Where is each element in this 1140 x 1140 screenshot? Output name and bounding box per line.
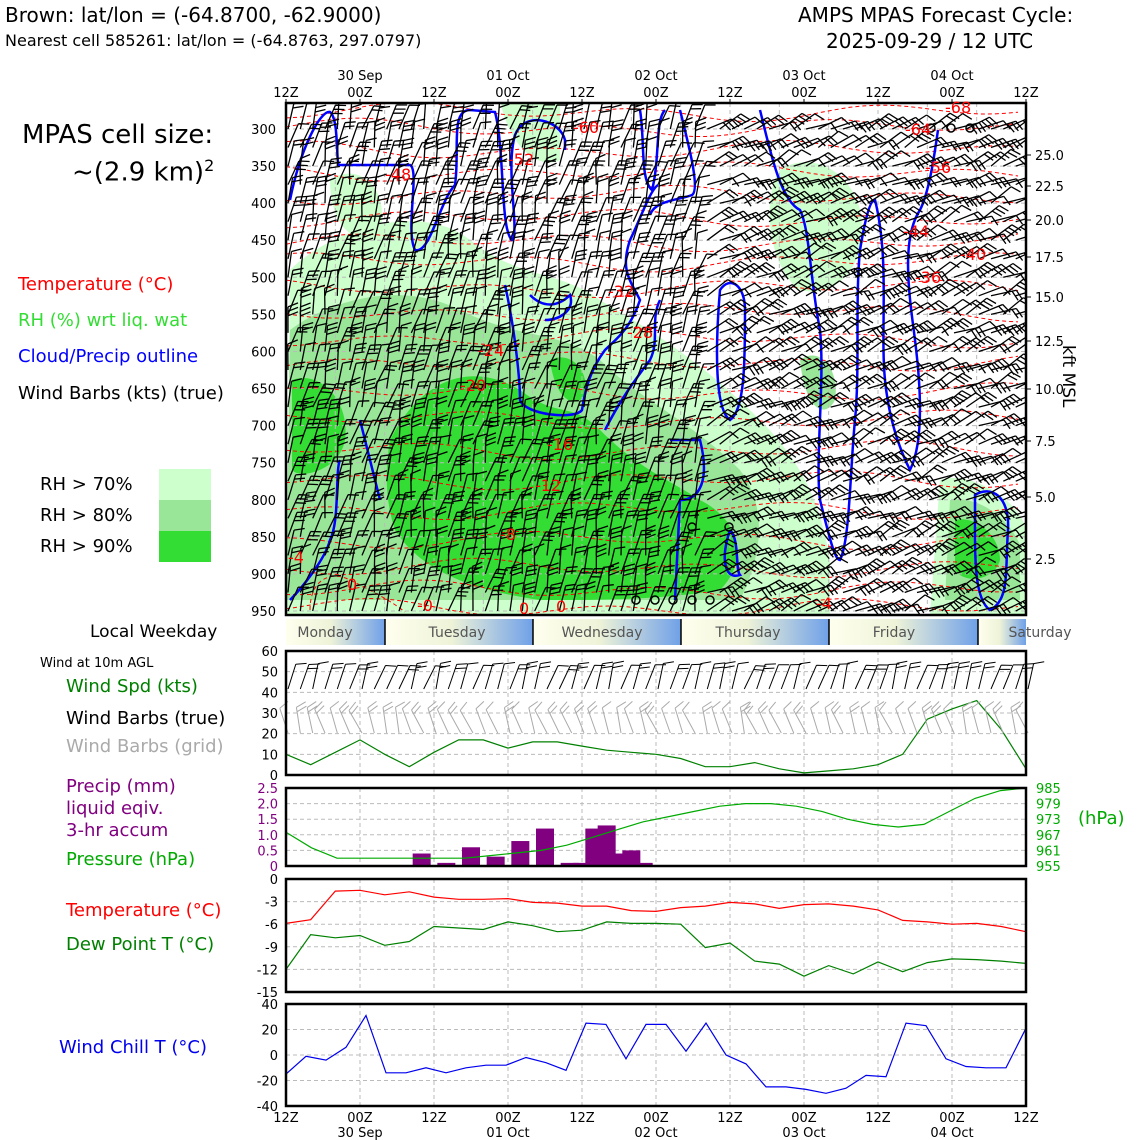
bottom-hour-tick: 00Z [939, 1111, 965, 1126]
pressure-ticks [251, 123, 276, 620]
contour-label: 0 [347, 575, 358, 594]
wind-barb [1028, 524, 1059, 537]
contour-label: -20 [460, 376, 487, 395]
bottom-hour-tick: 00Z [791, 1111, 817, 1126]
precip-bar [487, 857, 505, 866]
bottom-hour-tick: 12Z [421, 1111, 447, 1126]
contour-label: -4 [816, 594, 832, 613]
legend-dewpoint: Dew Point T (°C) [66, 934, 215, 955]
contour-label: -4 [288, 548, 304, 567]
kft-tick: 12.5 [1035, 335, 1064, 350]
bottom-time-axis [273, 1111, 1039, 1140]
top-hour-tick: 00Z [791, 86, 817, 101]
contour-label: -40 [960, 245, 987, 264]
rh70-label: RH > 70% [40, 474, 133, 495]
local-weekday-label: Local Weekday [90, 622, 218, 642]
pressure-tick: 350 [251, 160, 276, 176]
forecast-cycle-label: AMPS MPAS Forecast Cycle: [798, 3, 1074, 27]
y-tick: 1.0 [257, 828, 278, 844]
wind-barb [1028, 136, 1059, 148]
y-tick: -15 [256, 986, 278, 1001]
top-hour-tick: 12Z [1013, 86, 1039, 101]
legend-temp2: Temperature (°C) [66, 900, 222, 921]
contour-label: -12 [535, 476, 562, 495]
y-tick: -6 [265, 918, 278, 934]
pressure-tick: 450 [251, 234, 276, 250]
pressure-tick: 850 [251, 530, 276, 546]
top-hour-tick: 00Z [939, 86, 965, 101]
rh80-label: RH > 80% [40, 505, 133, 526]
cell-size-value: ~(2.9 km) [72, 157, 205, 188]
wind-barb [1028, 413, 1059, 426]
y-tick: -3 [265, 895, 278, 911]
legend-wind-true: Wind Barbs (true) [66, 708, 226, 729]
weekday-name: Friday [872, 625, 916, 641]
top-hour-tick: 12Z [421, 86, 447, 101]
y-tick: -12 [256, 963, 278, 979]
y-tick: 10 [261, 748, 278, 764]
pressure-tick: 650 [251, 382, 276, 398]
top-hour-tick: 12Z [865, 86, 891, 101]
weekday-band [286, 619, 1072, 645]
rh90-label: RH > 90% [40, 536, 133, 557]
legend-temperature: Temperature (°C) [18, 274, 174, 295]
pressure-tick: 600 [251, 345, 276, 361]
y-tick: -20 [256, 1074, 278, 1090]
y-tick: 973 [1036, 813, 1061, 829]
top-hour-tick: 12Z [273, 86, 299, 101]
bottom-date-tick: 30 Sep [337, 1126, 383, 1140]
y-tick: 20 [261, 727, 278, 743]
contour-label: -32 [608, 282, 635, 301]
y-tick: 40 [261, 686, 278, 702]
wind-barb [1028, 662, 1044, 689]
wind-10m-title: Wind at 10m AGL [40, 656, 154, 671]
bottom-date-tick: 01 Oct [486, 1126, 530, 1140]
legend-wind-speed: Wind Spd (kts) [66, 676, 198, 697]
contour-label: 0 [556, 597, 567, 616]
bottom-date-tick: 03 Oct [782, 1126, 826, 1140]
legend-windchill: Wind Chill T (°C) [59, 1037, 207, 1058]
kft-tick: 2.5 [1035, 553, 1056, 568]
weekday-name: Tuesday [428, 625, 486, 641]
weekday-name: Wednesday [561, 625, 643, 641]
y-tick: 2.0 [257, 797, 278, 813]
kft-ticks [1026, 149, 1064, 568]
bottom-date-tick: 02 Oct [634, 1126, 678, 1140]
contour-label: -16 [547, 435, 574, 454]
nearest-cell-text: Nearest cell 585261: lat/lon = (-64.8763, 297.0797) [5, 31, 422, 50]
y-tick: 0.5 [257, 844, 278, 860]
y-tick: 20 [261, 1023, 278, 1039]
contour-label: -56 [925, 158, 952, 177]
cell-size-sup: 2 [204, 156, 215, 175]
y-tick: 979 [1036, 797, 1061, 813]
top-date-tick: 02 Oct [634, 69, 678, 84]
pressure-tick: 750 [251, 456, 276, 472]
weekday-name: Saturday [1008, 625, 1072, 641]
contour-label: -64 [905, 120, 932, 139]
contour-label: -44 [903, 222, 930, 241]
precip-bar [413, 854, 431, 866]
pressure-tick: 400 [251, 197, 276, 213]
contour-label: -0 [417, 596, 433, 615]
top-hour-tick: 12Z [717, 86, 743, 101]
wind-barb [1028, 360, 1060, 371]
kft-tick: 5.0 [1035, 491, 1056, 506]
kft-tick: 20.0 [1035, 214, 1064, 229]
bottom-hour-tick: 12Z [1013, 1111, 1039, 1126]
weekday-name: Thursday [715, 625, 781, 641]
bottom-date-tick: 04 Oct [930, 1126, 974, 1140]
pressure-tick: 900 [251, 567, 276, 583]
y-tick: 60 [261, 645, 278, 660]
y-tick: 2.5 [257, 782, 278, 797]
wind-barb [1028, 117, 1059, 129]
contour-label: -28 [627, 323, 654, 342]
pressure-unit: (hPa) [1078, 808, 1125, 829]
y-tick: 50 [261, 665, 278, 681]
y-tick: 0 [269, 873, 278, 888]
precip-bar [536, 829, 554, 866]
contour-label: -52 [508, 150, 535, 169]
legend-precip-2: liquid eqiv. [66, 798, 164, 819]
y-tick: -9 [265, 940, 278, 956]
y-tick: 0 [269, 769, 278, 784]
top-date-tick: 04 Oct [930, 69, 974, 84]
y-tick: 0 [269, 1049, 278, 1064]
top-date-tick: 30 Sep [337, 69, 383, 84]
contour-label: 0 [519, 599, 530, 618]
y-tick: 40 [261, 998, 278, 1013]
kft-tick: 25.0 [1035, 149, 1064, 164]
wind-barb [1028, 450, 1059, 463]
bottom-hour-tick: 00Z [643, 1111, 669, 1126]
wind-barb [1028, 469, 1059, 481]
legend-pressure: Pressure (hPa) [66, 849, 196, 870]
legend-rh: RH (%) wrt liq. wat [18, 310, 188, 331]
wind-barb [1028, 319, 1059, 333]
top-hour-tick: 00Z [495, 86, 521, 101]
y-tick: 955 [1036, 860, 1061, 875]
top-date-tick: 03 Oct [782, 69, 826, 84]
contour-label: -8 [500, 525, 516, 544]
bottom-hour-tick: 12Z [717, 1111, 743, 1126]
kft-tick: 22.5 [1035, 180, 1064, 195]
y-tick: 0 [269, 860, 278, 875]
contour-label: -48 [385, 165, 412, 184]
bottom-hour-tick: 12Z [569, 1111, 595, 1126]
contour-label: -36 [915, 268, 942, 287]
wind-barb [1028, 595, 1058, 611]
top-hour-tick: 12Z [569, 86, 595, 101]
pressure-tick: 500 [251, 271, 276, 287]
top-hour-tick: 00Z [643, 86, 669, 101]
kft-tick: 10.0 [1035, 383, 1064, 398]
legend-cloud: Cloud/Precip outline [18, 346, 199, 367]
pressure-tick: 950 [251, 605, 276, 620]
legend-precip-3: 3-hr accum [66, 820, 169, 841]
contour-label: -68 [945, 98, 972, 117]
y-tick: 985 [1036, 782, 1061, 797]
kft-tick: 7.5 [1035, 435, 1056, 450]
legend-precip-1: Precip (mm) [66, 776, 176, 797]
y-tick: 967 [1036, 828, 1061, 844]
top-hour-tick: 00Z [347, 86, 373, 101]
weekday-name: Monday [297, 625, 353, 641]
wind-barb [1028, 198, 1059, 207]
bottom-hour-tick: 12Z [273, 1111, 299, 1126]
y-tick: -40 [256, 1100, 278, 1115]
legend-wind-grid: Wind Barbs (grid) [66, 736, 224, 757]
wind-barb [1028, 267, 1060, 278]
cell-size-line1: MPAS cell size: [22, 120, 214, 150]
location-title: Brown: lat/lon = (-64.8700, -62.9000) [5, 3, 382, 27]
pressure-tick: 550 [251, 308, 276, 324]
y-tick: 30 [261, 707, 278, 722]
kft-msl-label: kft MSL [1058, 345, 1078, 408]
pressure-tick: 800 [251, 493, 276, 509]
kft-tick: 17.5 [1035, 251, 1064, 266]
wind-barb [1028, 585, 1060, 593]
pressure-tick: 700 [251, 419, 276, 435]
contour-label: -24 [478, 341, 505, 360]
bottom-hour-tick: 00Z [347, 1111, 373, 1126]
wind-barb [1028, 511, 1060, 520]
kft-tick: 15.0 [1035, 291, 1064, 306]
pressure-tick: 300 [251, 123, 276, 138]
y-tick: 1.5 [257, 813, 278, 829]
top-time-axis [273, 69, 1039, 103]
lower-panels [257, 645, 1061, 1115]
top-date-tick: 01 Oct [486, 69, 530, 84]
bottom-hour-tick: 00Z [495, 1111, 521, 1126]
y-tick: 961 [1036, 844, 1061, 860]
forecast-cycle-date: 2025-09-29 / 12 UTC [826, 29, 1034, 53]
contour-label: -60 [573, 118, 600, 137]
legend-wind-barbs: Wind Barbs (kts) (true) [18, 383, 224, 404]
bottom-hour-tick: 12Z [865, 1111, 891, 1126]
